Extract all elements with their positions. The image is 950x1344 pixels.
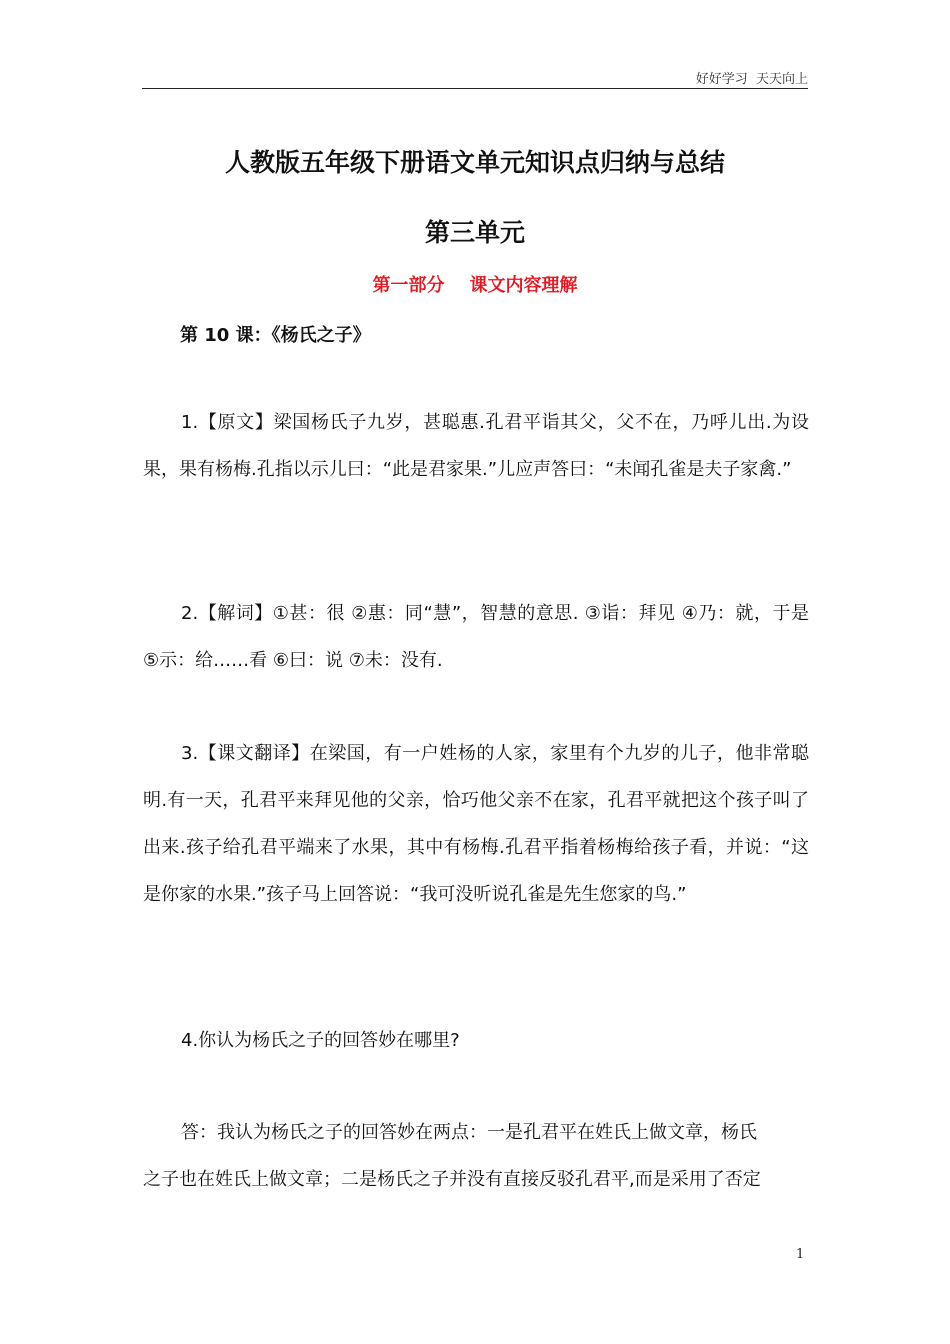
page-number: 1 bbox=[796, 1247, 805, 1262]
unit-title: 第三单元 bbox=[424, 218, 525, 247]
answer-line-1: 答：我认为杨氏之子的回答妙在两点：一是孔君平在姓氏上做文章，杨氏 bbox=[181, 1122, 757, 1143]
paragraph-word-explanations: 2.【解词】①甚：很 ②惠：同“慧”，智慧的意思. ③诣：拜见 ④乃：就，于是 ⑤示：给……看 ⑥曰：说 ⑦未：没有. bbox=[143, 603, 809, 671]
paragraph-question: 4.你认为杨氏之子的回答妙在哪里? bbox=[181, 1030, 460, 1051]
paragraph-original-text: 1.【原文】梁国杨氏子九岁，甚聪惠.孔君平诣其父，父不在，乃呼儿出.为设果，果有杨梅.孔指以示儿曰：“此是君家果.”儿应声答曰：“未闻孔雀是夫子家禽.” bbox=[143, 412, 809, 480]
answer-line-2: 之子也在姓氏上做文章；二是杨氏之子并没有直接反驳孔君平,而是采用了否定 bbox=[143, 1169, 761, 1190]
header-motto: 好好学习 天天向上 bbox=[695, 72, 808, 87]
part-title: 第一部分 课文内容理解 bbox=[372, 275, 578, 296]
lesson-title: 第 10 课：《杨氏之子》 bbox=[180, 325, 371, 346]
paragraph-answer bbox=[143, 1109, 809, 1203]
page-title: 人教版五年级下册语文单元知识点归纳与总结 bbox=[224, 148, 725, 177]
header-divider bbox=[142, 88, 808, 89]
paragraph-translation: 3.【课文翻译】在梁国，有一户姓杨的人家，家里有个九岁的儿子，他非常聪明.有一天，孔君平来拜见他的父亲，恰巧他父亲不在家，孔君平就把这个孩子叫了出来.孩子给孔君平端来了水果，其中有杨梅.孔君平指着杨梅给孩子看，并说：“这是你家的水果.”孩子马上回答说：“我可没听说孔雀是先生您家的鸟.” bbox=[143, 743, 809, 905]
